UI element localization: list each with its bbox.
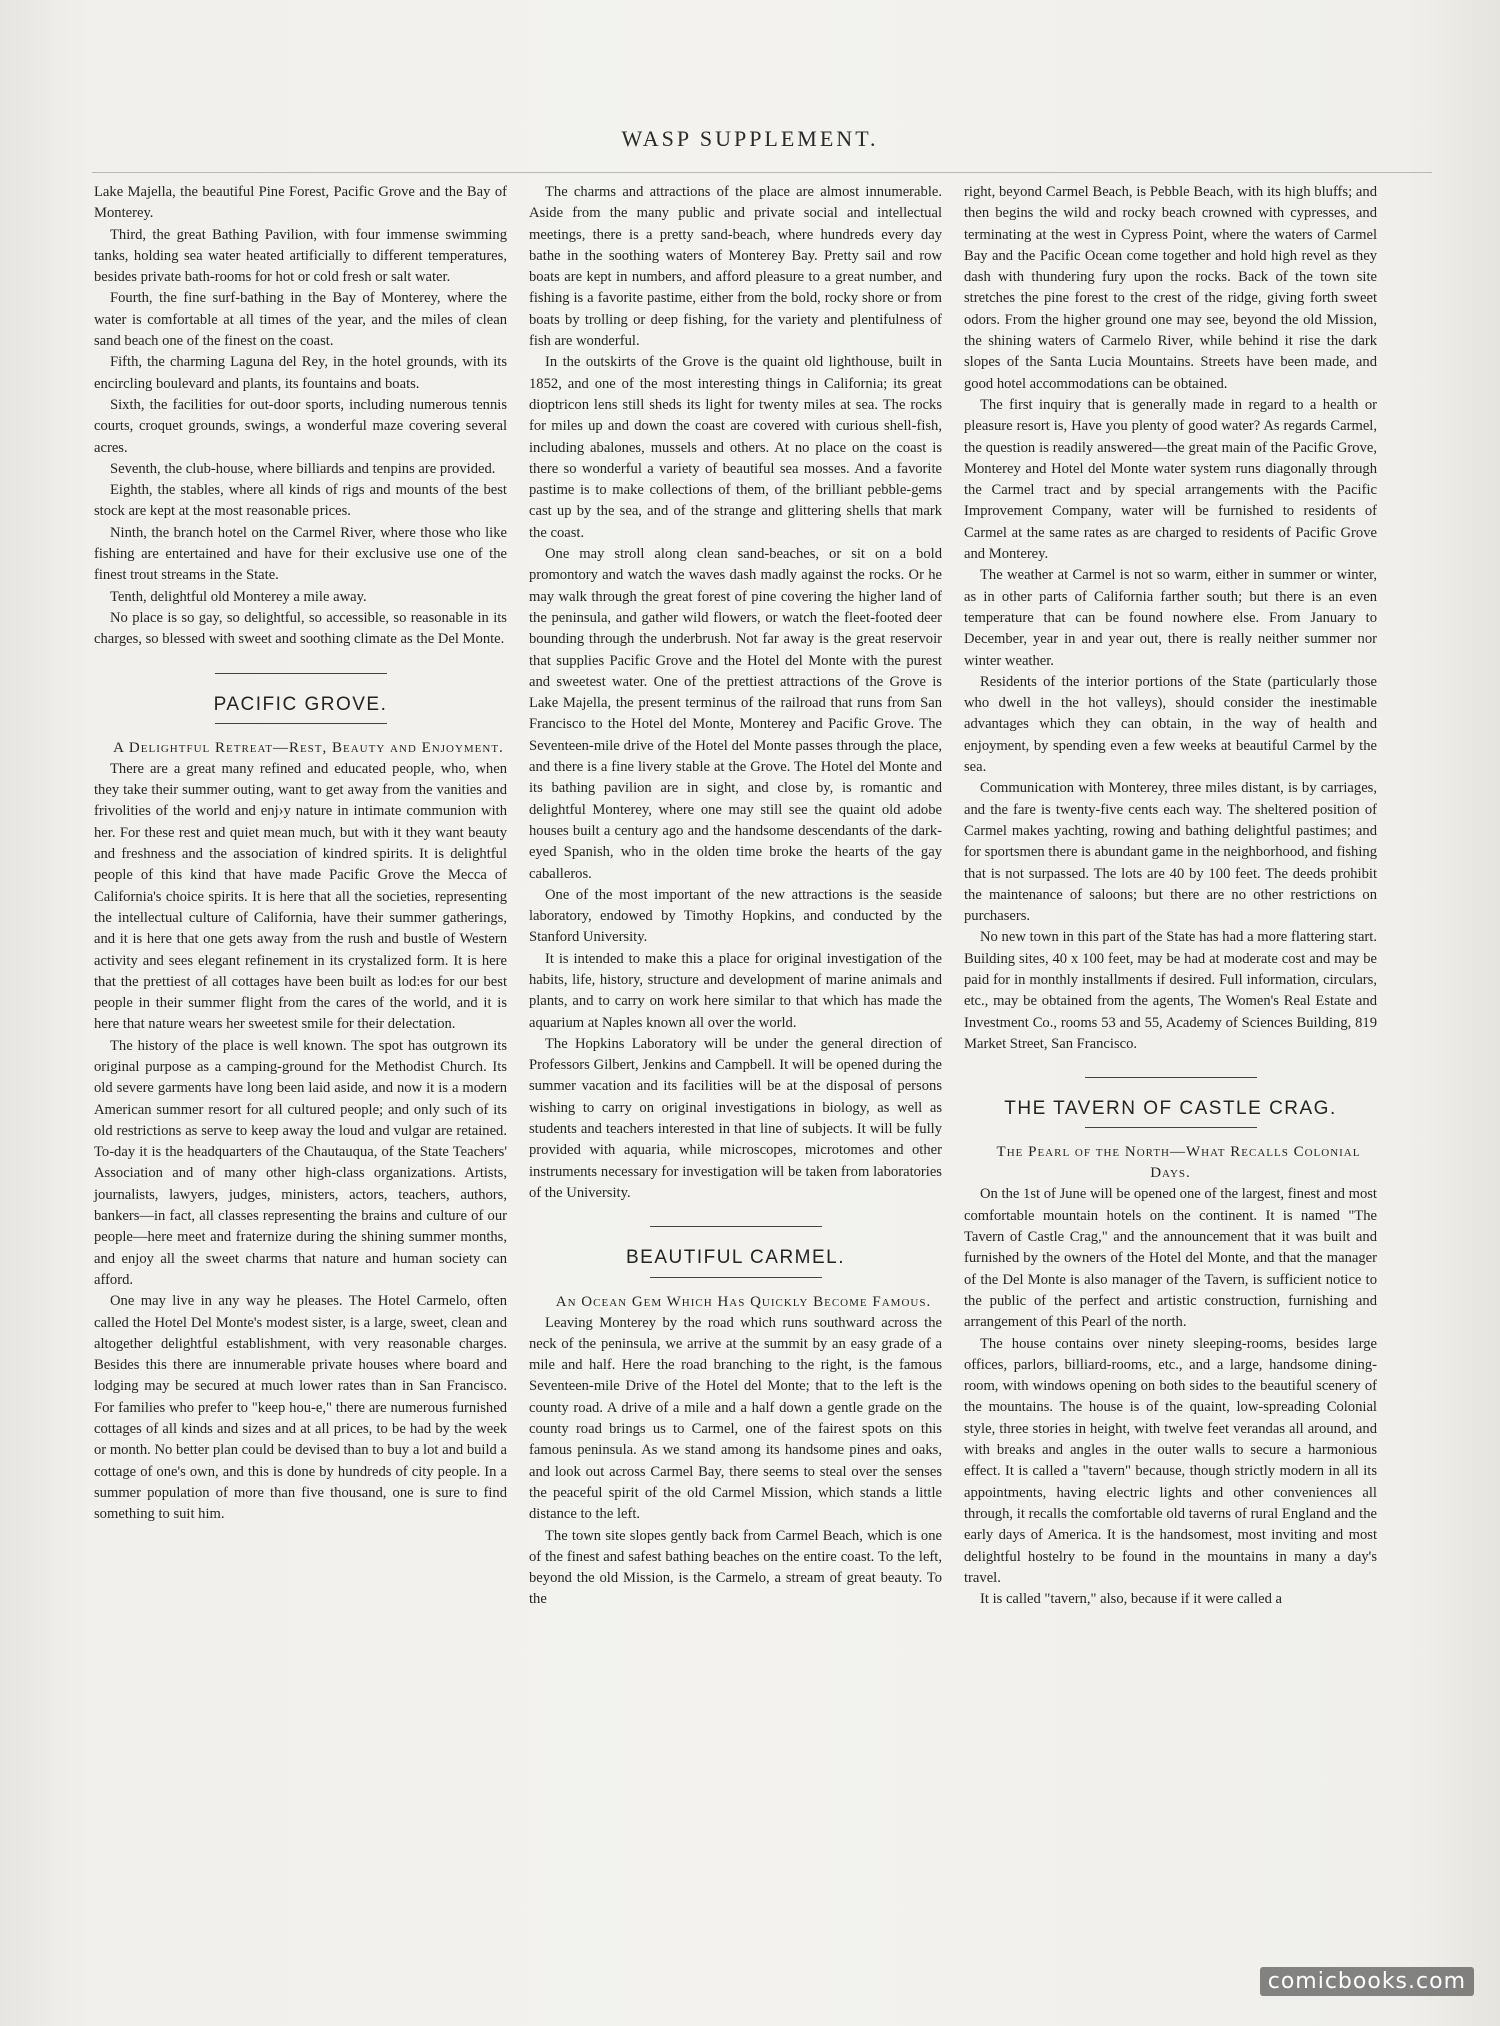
section-divider <box>215 673 387 674</box>
paragraph: In the outskirts of the Grove is the quaint old lighthouse, built in 1852, and one of the most interesting things in California; its great dioptricon lens still sheds its light for twenty miles at sea. The rocks for miles up and down the coast are covered with curious shell-fish, including abalones, mussels and others. At no place on the coast is there so wonderful a variety of beautiful sea mosses. And a favorite pastime is to make collections of them, of the brilliant pebble-gems cast up by the sea, and of the strange and glittering shells that mark the coast. <box>529 354 942 541</box>
paragraph: Fifth, the charming Laguna del Rey, in the hotel grounds, with its encircling boulevard and plants, its fountains and boats. <box>94 354 507 392</box>
paragraph: One may live in any way he pleases. The Hotel Carmelo, often called the Hotel Del Monte's modest sister, is a large, sweet, clean and altogether delightful establishment, with very reasonable charges. Besides this there are innumerable private houses where board and lodging may be secured at much lower rates than in San Francisco. For families who prefer to "keep hou-e," there are numerous furnished cottages of all kinds and sizes and at all prices, to be had by the week or month. No better plan could be devised than to buy a lot and build a cottage of one's own, and this is done by hundreds of city people. In a summer population of more than five thousand, one is sure to find something to suit him. <box>94 1293 507 1523</box>
paragraph: It is intended to make this a place for original investigation of the habits, life, history, structure and development of marine animals and plants, and to carry on work here similar to that which has made the aquarium at Naples known all over the world. <box>529 950 942 1031</box>
column-1 <box>94 182 507 1526</box>
paragraph: The weather at Carmel is not so warm, either in summer or winter, as in other parts of California farther south; but there is an even temperature that can be found nowhere else. From January to December, year in and year out, there is really neither summer nor winter weather. <box>964 567 1377 669</box>
paragraph: The charms and attractions of the place are almost innumerable. Aside from the many public and private social and intellectual meetings, there is a pretty sand-beach, where hundreds every day bathe in the soothing waters of Monterey Bay. Pretty sail and row boats are kept in numbers, and afford pleasure to a great number, and fishing is a favorite pastime, either from the bold, rocky shore or from boats by trolling or deep fishing, for the variety and plentifulness of fish are wonderful. <box>529 184 942 350</box>
paragraph: Leaving Monterey by the road which runs southward across the neck of the peninsula, we arrive at the summit by an easy grade of a mile and half. Here the road branching to the right, is the famous Seventeen-mile Drive of the Hotel del Monte; that to the left is the county road. A drive of a mile and a half down a gentle grade on the county road brings us to Carmel, one of the fairest spots on this famous peninsula. As we stand among its handsome pines and oaks, and look out across Carmel Bay, there seems to steal over the senses the peaceful spirit of the old Carmel Mission, which stands a little distance to the left. <box>529 1314 942 1523</box>
paragraph: One may stroll along clean sand-beaches, or sit on a bold promontory and watch the waves dash madly against the rocks. Or he may walk through the great forest of pine covering the higher land of the peninsula, and gather wild flowers, or watch the fleet-footed deer bounding through the underbrush. Not far away is the great reservoir that supplies Pacific Grove and the Hotel del Monte with the purest and sweetest water. One of the prettiest attractions of the Grove is Lake Majella, the present terminus of the railroad that runs from San Francisco to the Hotel del Monte, Monterey and Pacific Grove. The Seventeen-mile drive of the Hotel del Monte passes through the place, and there is a fine livery stable at the Grove. The Hotel del Monte and its bathing pavilion are in sight, and close by, is romantic and delightful Monterey, where one may still see the quaint old adobe houses built a century ago and the handsome descendants of the dark-eyed Spanish, who in the olden time broke the hearts of the gay caballeros. <box>529 546 942 882</box>
paragraph: There are a great many refined and educated people, who, when they take their summer outing, want to get away from the vanities and frivolities of the world and enj›y nature in intimate communion with her. For these rest and quiet mean much, but with it they want beauty and freshness and the association of kindred spirits. It is delightful people of this kind that have made Pacific Grove the Mecca of California's choice spirits. It is here that all the societies, representing the intellectual culture of California, have their summer gatherings, and it is here that one gets away from the rush and bustle of Western activity and sees elegant refinement in its crystalized form. It is here that the prettiest of all cottages have been built as lod:es for our best people in their summer flight from the cares of the world, and it is here that nature wears her sweetest smile for their delectation. <box>94 760 507 1033</box>
paragraph: The town site slopes gently back from Carmel Beach, which is one of the finest and safest bathing beaches on the entire coast. To the left, beyond the old Mission, is the Carmelo, a stream of great beauty. To the <box>529 1527 942 1608</box>
header-rule <box>92 172 1432 173</box>
paragraph: No place is so gay, so delightful, so accessible, so reasonable in its charges, so blessed with sweet and soothing climate as the Del Monte. <box>94 609 507 648</box>
paragraph: Fourth, the fine surf-bathing in the Bay of Monterey, where the water is comfortable at all times of the year, and the miles of clean sand beach one of the finest on the coast. <box>94 290 507 350</box>
section-divider <box>650 1226 822 1227</box>
title-underline <box>1085 1127 1257 1128</box>
paragraph: Lake Majella, the beautiful Pine Forest, Pacific Grove and the Bay of Monterey. <box>94 184 507 222</box>
section-divider <box>1085 1077 1257 1078</box>
paragraph: Eighth, the stables, where all kinds of rigs and mounts of the best stock are kept at the most reasonable prices. <box>94 482 507 520</box>
paragraph: right, beyond Carmel Beach, is Pebble Beach, with its high bluffs; and then begins the wild and rocky beach crowned with cypresses, and terminating at the west in Cypress Point, where the waters of Carmel Bay and the Pacific Ocean come together and hold high revel as they dash with thundering fury upon the rocks. Back of the town site stretches the pine forest to the crest of the ridge, giving forth sweet odors. From the higher ground one may see, beyond the old Mission, the shining waters of Carmelo River, while behind it rise the dark slopes of the Santa Lucia Mountains. Streets have been made, and good hotel accommodations can be obtained. <box>964 184 1377 392</box>
paragraph: The house contains over ninety sleeping-rooms, besides large offices, parlors, billiard-rooms, etc., and a large, handsome dining-room, with windows opening on both sides to the beautiful scenery of the mountains. The house is of the quaint, low-spreading Colonial style, three stories in height, with twelve feet verandas all around, and with breaks and angles in the outer walls to secure a harmonious effect. It is called a "tavern" because, though strictly modern in all its appointments, having electric lights and other conveniences all through, it recalls the comfortable old taverns of rural England and the early days of America. It is the handsomest, most inviting and most delightful hostelry to be found in the mountains in many a day's travel. <box>964 1335 1377 1586</box>
paragraph: The Hopkins Laboratory will be under the general direction of Professors Gilbert, Jenkins and Campbell. It will be opened during the summer vacation and its facilities will be at the disposal of persons wishing to carry on original investigations in biology, as well as students and teachers interested in that line of subjects. It will be fully provided with aquaria, while microscopes, microtomes and other instruments necessary for investigation will be taken from laboratories of the University. <box>529 1035 942 1201</box>
paragraph: It is called "tavern," also, because if it were called a <box>980 1591 1283 1608</box>
section-subhead: A Delightful Retreat—Rest, Beauty and Enjoyment. <box>113 739 504 756</box>
section-subhead: The Pearl of the North—What Recalls Colonial Days. <box>996 1144 1361 1182</box>
page-header: WASP SUPPLEMENT. <box>621 126 879 151</box>
title-underline <box>650 1277 822 1278</box>
paragraph: Third, the great Bathing Pavilion, with four immense swimming tanks, holding sea water heated artificially to different temperatures, besides private bath-rooms for hot or cold fresh or salt water. <box>94 226 507 286</box>
watermark-logo: comicbooks.com <box>1260 1967 1474 1996</box>
section-title-pacific-grove: PACIFIC GROVE. <box>213 693 388 715</box>
paragraph: The first inquiry that is generally made in regard to a health or pleasure resort is, Have you plenty of good water? As regards Carmel, the question is readily answered—the great main of the Pacific Grove, Monterey and Hotel del Monte water system runs diagonally through the Carmel tract and by special arrangements with the Pacific Improvement Company, water will be furnished to residents of Carmel at the same rates as are charged to residents of Pacific Grove and Monterey. <box>964 396 1377 563</box>
column-3 <box>964 182 1377 1610</box>
column-2 <box>529 182 942 1611</box>
paragraph: On the 1st of June will be opened one of the largest, finest and most comfortable mountain hotels on the continent. It is named "The Tavern of Castle Crag," and the announcement that it was built and furnished by the owners of the Hotel del Monte, and that the manager of the Del Monte is also manager of the Tavern, is sufficient notice to the public of the perfect and artistic construction, furnishing and arrangement of this Pearl of the north. <box>964 1186 1377 1331</box>
paragraph: One of the most important of the new attractions is the seaside laboratory, endowed by Timothy Hopkins, and conducted by the Stanford University. <box>529 886 942 946</box>
section-subhead: An Ocean Gem Which Has Quickly Become Famous. <box>555 1293 932 1310</box>
paragraph: The history of the place is well known. The spot has outgrown its original purpose as a camping-ground for the Methodist Church. Its old severe garments have long been laid aside, and now it is a modern American summer resort for all cultured people; and only such of its old restrictions as serve to keep away the loud and vulgar are retained. To-day it is the headquarters of the Chautauqua, of the State Teachers' Association and of many other high-class organizations. Artists, journalists, lawyers, judges, ministers, actors, teachers, authors, bankers—in fact, all classes representing the brains and culture of our people—here meet and fraternize during the shining summer months, and enjoy all the sweet charms that nature and human society can afford. <box>94 1037 507 1288</box>
paragraph: Sixth, the facilities for out-door sports, including numerous tennis courts, croquet grounds, swings, a wonderful maze covering several acres. <box>94 396 507 456</box>
title-underline <box>215 723 387 724</box>
paragraph: Tenth, delightful old Monterey a mile away. <box>110 588 367 605</box>
section-title-tavern-of-castle-crag: THE TAVERN OF CASTLE CRAG. <box>1004 1098 1337 1120</box>
section-title-beautiful-carmel: BEAUTIFUL CARMEL. <box>625 1247 846 1269</box>
paragraph: Seventh, the club-house, where billiards and tenpins are provided. <box>110 460 496 477</box>
paragraph: No new town in this part of the State has had a more flattering start. Building sites, 40 x 100 feet, may be had at moderate cost and may be paid for in monthly installments if desired. Full information, circulars, etc., may be obtained from the agents, The Women's Real Estate and Investment Co., rooms 53 and 55, Academy of Sciences Building, 819 Market Street, San Francisco. <box>964 929 1377 1052</box>
paragraph: Residents of the interior portions of the State (particularly those who dwell in the hot valleys), should consider the inestimable advantages which they can obtain, in the way of health and enjoyment, by spending even a few weeks at beautiful Carmel by the sea. <box>964 673 1377 776</box>
paragraph: Communication with Monterey, three miles distant, is by carriages, and the fare is twenty-five cents each way. The sheltered position of Carmel makes yachting, rowing and bathing delightful pastimes; and for sportsmen there is abundant game in the neighborhood, and fishing that is not surpassed. The lots are 40 by 100 feet. The deeds prohibit the maintenance of saloons; but there are no other restrictions on purchasers. <box>964 780 1377 925</box>
paragraph: Ninth, the branch hotel on the Carmel River, where those who like fishing are entertained and have for their exclusive use one of the finest trout streams in the State. <box>94 524 507 584</box>
